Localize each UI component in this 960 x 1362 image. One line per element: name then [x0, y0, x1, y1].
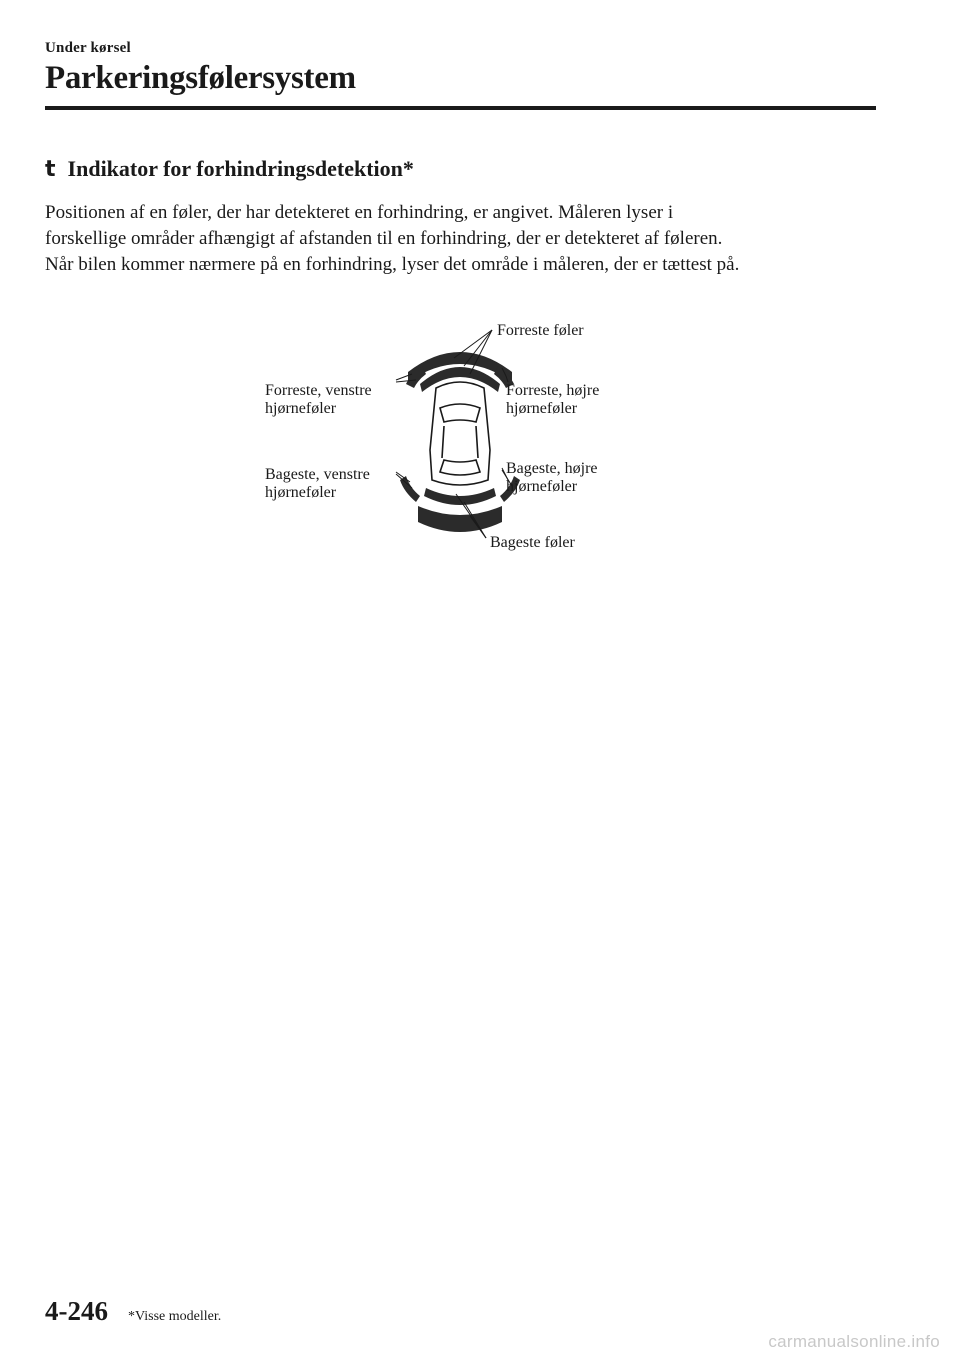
rear-zone-outer — [418, 506, 502, 532]
rear-sensor-label: Bageste føler — [490, 534, 575, 551]
front-zone-middle — [420, 367, 500, 392]
rear-left-corner-label — [265, 466, 370, 502]
body-line: forskellige områder afhængigt af afstanden til en forhindring, der er detekteret af føleren. — [45, 228, 723, 249]
subheading-text: Indikator for forhindringsdetektion* — [67, 156, 414, 181]
body-line: Når bilen kommer nærmere på en forhindring, lyser det område i måleren, der er tættest på. — [45, 254, 740, 275]
subheading — [45, 156, 414, 182]
sensor-diagram — [250, 310, 650, 570]
front-left-corner-label — [265, 382, 372, 418]
body-paragraph — [45, 200, 885, 278]
bullet-icon: t — [45, 157, 56, 182]
section-label: Under kørsel — [45, 40, 131, 56]
title-rule — [45, 106, 876, 110]
front-left-corner-label-line2: hjørneføler — [265, 400, 337, 417]
body-line: Positionen af en føler, der har detekteret en forhindring, er angivet. Måleren lyser i — [45, 202, 674, 223]
watermark: carmanualsonline.info — [768, 1332, 940, 1351]
rear-zone-inner — [424, 488, 496, 505]
rear-right-corner-label-line2: hjørneføler — [506, 478, 578, 495]
front-left-corner-label-line1: Forreste, venstre — [265, 382, 372, 399]
car-icon — [430, 382, 490, 485]
page-number: 4-246 — [45, 1296, 108, 1326]
front-right-corner-label-line1: Forreste, højre — [506, 382, 600, 399]
front-right-corner-label-line2: hjørneføler — [506, 400, 578, 417]
rear-left-corner-label-line2: hjørneføler — [265, 484, 337, 501]
front-right-corner-label — [506, 382, 599, 418]
sensor-figure — [250, 310, 650, 570]
footnote: *Visse modeller. — [128, 1309, 222, 1324]
rear-right-corner-label-line1: Bageste, højre — [506, 460, 598, 477]
rear-right-corner-label — [506, 460, 598, 496]
front-sensor-label: Forreste føler — [497, 322, 584, 339]
rear-left-corner-label-line1: Bageste, venstre — [265, 466, 370, 483]
front-sensor-zones — [406, 352, 514, 392]
page-title: Parkeringsfølersystem — [45, 60, 356, 96]
